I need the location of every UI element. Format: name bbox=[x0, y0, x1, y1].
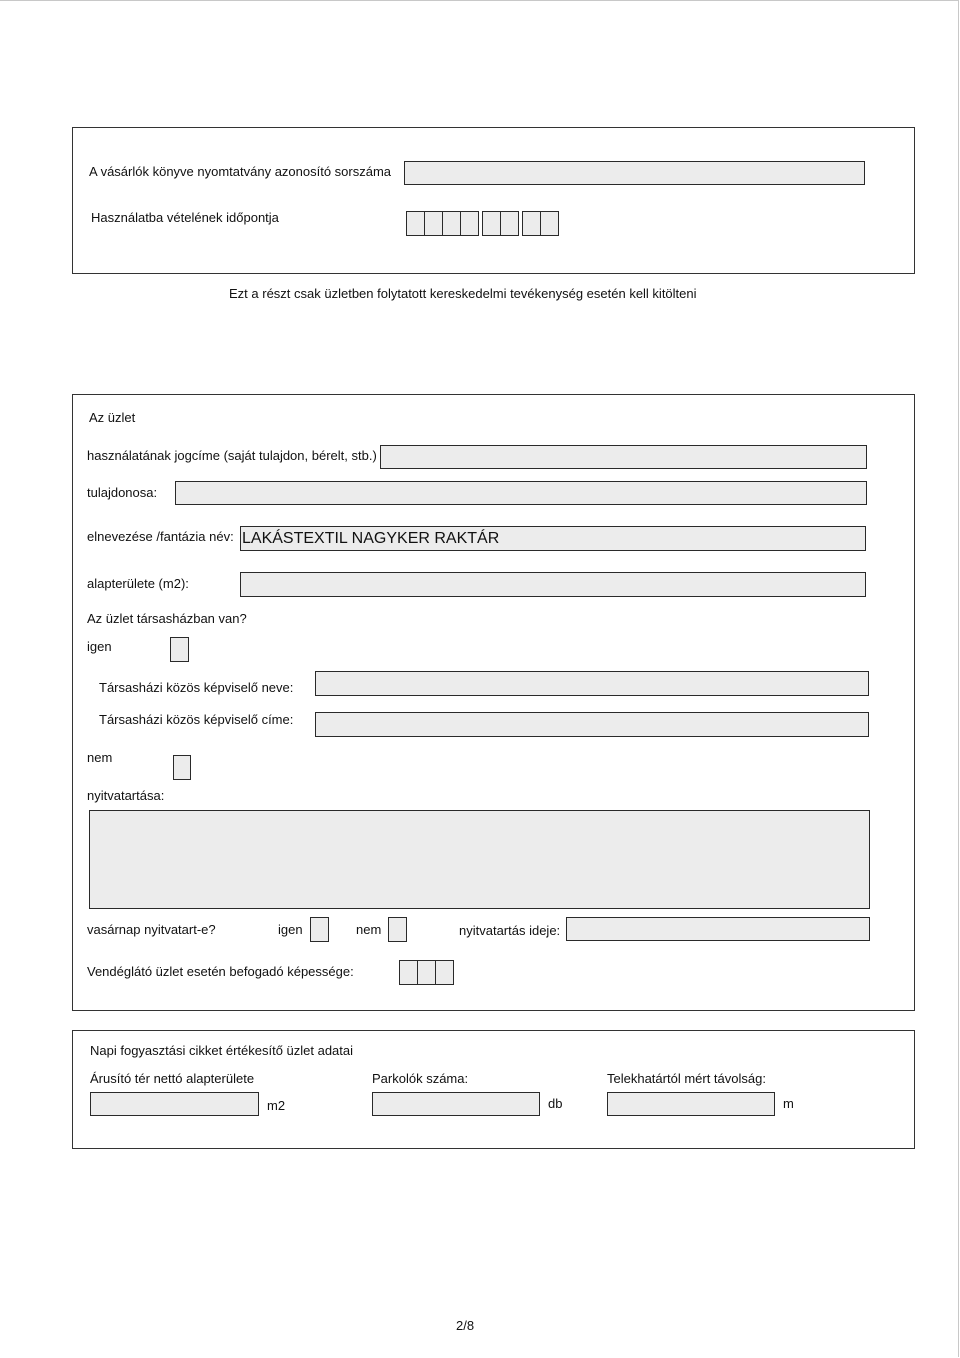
date-month-digit-2[interactable] bbox=[500, 211, 519, 236]
condo-no-label: nem bbox=[87, 750, 113, 765]
sunday-no-label: nem bbox=[356, 922, 382, 937]
condo-no-checkbox[interactable] bbox=[173, 755, 191, 780]
sales-area-field[interactable] bbox=[90, 1092, 259, 1116]
capacity-cells bbox=[399, 960, 453, 985]
parking-unit: db bbox=[548, 1096, 563, 1111]
book-id-field[interactable] bbox=[404, 161, 865, 185]
sunday-yes-checkbox[interactable] bbox=[310, 917, 329, 942]
opening-hours-label: nyitvatartása: bbox=[87, 788, 165, 803]
shop-name-value: LAKÁSTEXTIL NAGYKER RAKTÁR bbox=[242, 530, 500, 547]
sales-area-label: Árusító tér nettó alapterülete bbox=[90, 1071, 255, 1086]
shop-only-note: Ezt a részt csak üzletben folytatott kereskedelmi tevékenység esetén kell kitölteni bbox=[229, 286, 697, 301]
date-year-digit-2[interactable] bbox=[424, 211, 443, 236]
capacity-digit-1[interactable] bbox=[399, 960, 418, 985]
area-label: alapterülete (m2): bbox=[87, 576, 189, 591]
rep-name-label: Társasházi közös képviselő neve: bbox=[99, 680, 294, 695]
shop-name-field[interactable] bbox=[240, 526, 866, 551]
capacity-digit-3[interactable] bbox=[435, 960, 454, 985]
distance-field[interactable] bbox=[607, 1092, 775, 1116]
form-header-panel bbox=[72, 127, 915, 274]
distance-label: Telekhatártól mért távolság: bbox=[607, 1071, 766, 1086]
parking-label: Parkolók száma: bbox=[372, 1071, 469, 1086]
sunday-no-checkbox[interactable] bbox=[388, 917, 407, 942]
book-id-label: A vásárlók könyve nyomtatvány azonosító sorszáma bbox=[89, 164, 392, 179]
capacity-label: Vendéglátó üzlet esetén befogadó képessége: bbox=[87, 964, 354, 979]
daily-goods-title: Napi fogyasztási cikket értékesítő üzlet adatai bbox=[90, 1043, 354, 1058]
page-number: 2/8 bbox=[456, 1318, 475, 1333]
opening-hours-field[interactable] bbox=[89, 810, 870, 909]
sunday-hours-label: nyitvatartás ideje: bbox=[459, 923, 561, 938]
owner-field[interactable] bbox=[175, 481, 867, 505]
rep-address-field[interactable] bbox=[315, 712, 869, 737]
rep-name-field[interactable] bbox=[315, 671, 869, 696]
sales-area-unit: m2 bbox=[267, 1098, 286, 1113]
parking-field[interactable] bbox=[372, 1092, 540, 1116]
sunday-question: vasárnap nyitvatart-e? bbox=[87, 922, 216, 937]
sunday-yes-label: igen bbox=[278, 922, 303, 937]
date-year-digit-1[interactable] bbox=[406, 211, 425, 236]
condo-yes-checkbox[interactable] bbox=[170, 637, 189, 662]
distance-unit: m bbox=[783, 1096, 794, 1111]
condo-question: Az üzlet társasházban van? bbox=[87, 611, 247, 626]
shop-name-label: elnevezése /fantázia név: bbox=[87, 529, 234, 544]
legal-basis-label: használatának jogcíme (saját tulajdon, bérelt, stb.) bbox=[87, 448, 377, 463]
date-year-digit-4[interactable] bbox=[460, 211, 479, 236]
area-field[interactable] bbox=[240, 572, 866, 597]
capacity-digit-2[interactable] bbox=[417, 960, 436, 985]
date-day-digit-1[interactable] bbox=[522, 211, 541, 236]
owner-label: tulajdonosa: bbox=[87, 485, 158, 500]
usage-date-cells bbox=[406, 211, 558, 236]
date-day-digit-2[interactable] bbox=[540, 211, 559, 236]
date-year-digit-3[interactable] bbox=[442, 211, 461, 236]
rep-address-label: Társasházi közös képviselő címe: bbox=[99, 712, 294, 727]
date-month-digit-1[interactable] bbox=[482, 211, 501, 236]
shop-section-title: Az üzlet bbox=[89, 410, 136, 425]
legal-basis-field[interactable] bbox=[380, 445, 867, 469]
condo-yes-label: igen bbox=[87, 639, 112, 654]
usage-date-label: Használatba vételének időpontja bbox=[91, 210, 279, 225]
sunday-hours-field[interactable] bbox=[566, 917, 870, 941]
